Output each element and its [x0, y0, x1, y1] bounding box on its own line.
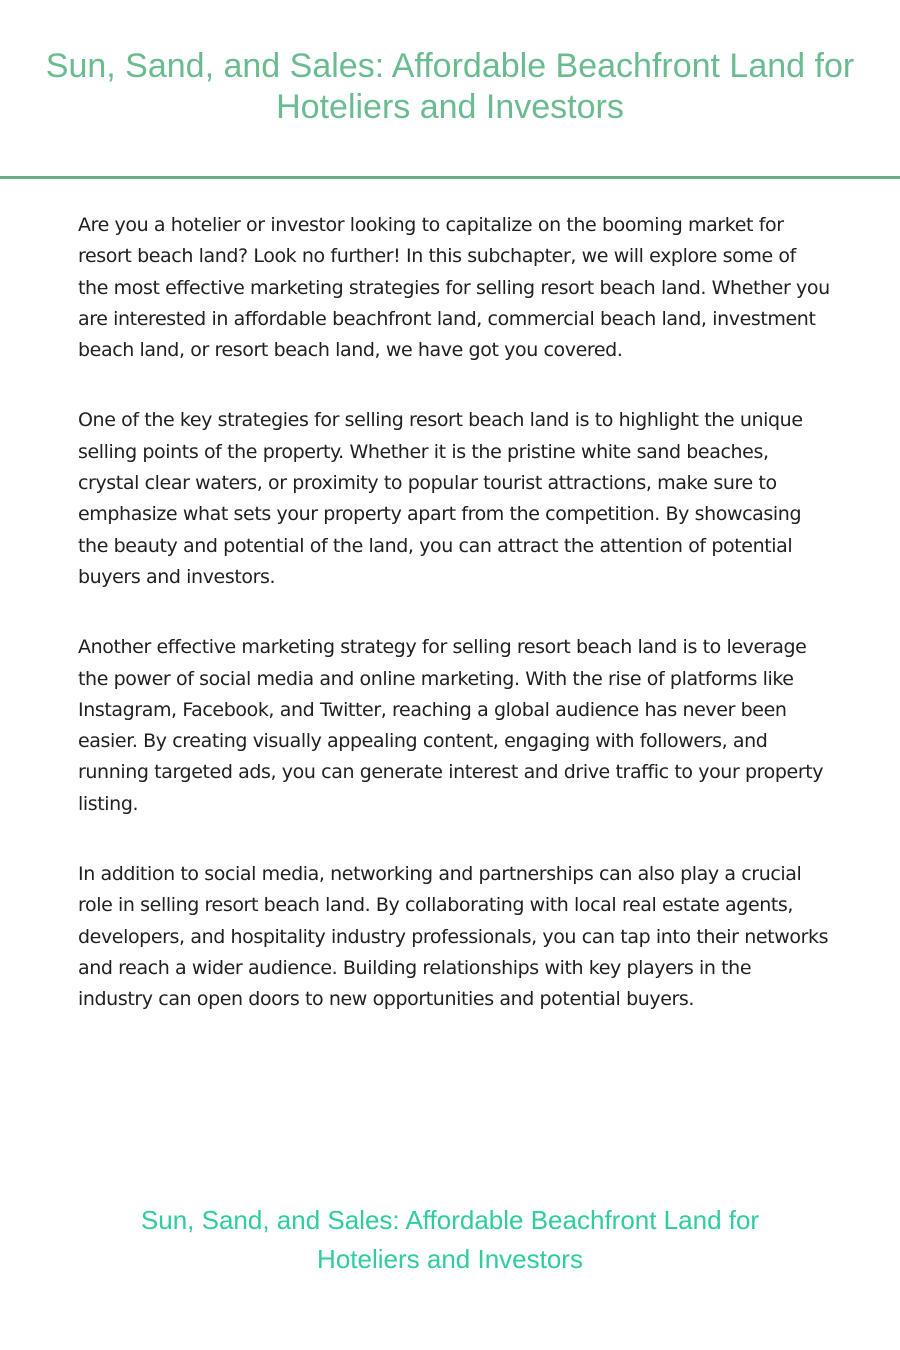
body-paragraph: Are you a hotelier or investor looking to capitalize on the booming market for resort beach land? Look no further! In this subchapter, we will explore some of the most effective marketing strategies for selling resort beach land. Whether you are interested in affordable beachfront land, commercial beach land, investment beach land, or resort beach land, we have got you covered.: [78, 214, 830, 362]
body-paragraph: In addition to social media, networking and partnerships can also play a crucial role in selling resort beach land. By collaborating with local real estate agents, developers, and hospitality industry professionals, you can tap into their networks and reach a wider audience. Building relationships with key players in the industry can open doors to new opportunities and potential buyers.: [78, 863, 829, 1011]
body-paragraph: Another effective marketing strategy for selling resort beach land is to leverage the power of social media and online marketing. With the rise of platforms like Instagram, Facebook, and Twitter, reaching a global audience has never been easier. By creating visually appealing content, engaging with followers, and running targeted ads, you can generate interest and drive traffic to your property listing.: [78, 636, 824, 815]
article-body: [78, 210, 830, 1055]
body-paragraph: One of the key strategies for selling resort beach land is to highlight the unique selling points of the property. Whether it is the pristine white sand beaches, crystal clear waters, or proximity to popular tourist attractions, make sure to emphasize what sets your property apart from the competition. By showcasing the beauty and potential of the land, you can attract the attention of potential buyers and investors.: [78, 409, 803, 588]
page-title: Sun, Sand, and Sales: Affordable Beachfront Land for Hoteliers and Investors: [45, 47, 855, 126]
page-header: [0, 0, 900, 179]
footer-title: Sun, Sand, and Sales: Affordable Beachfront Land for Hoteliers and Investors: [140, 1205, 760, 1274]
